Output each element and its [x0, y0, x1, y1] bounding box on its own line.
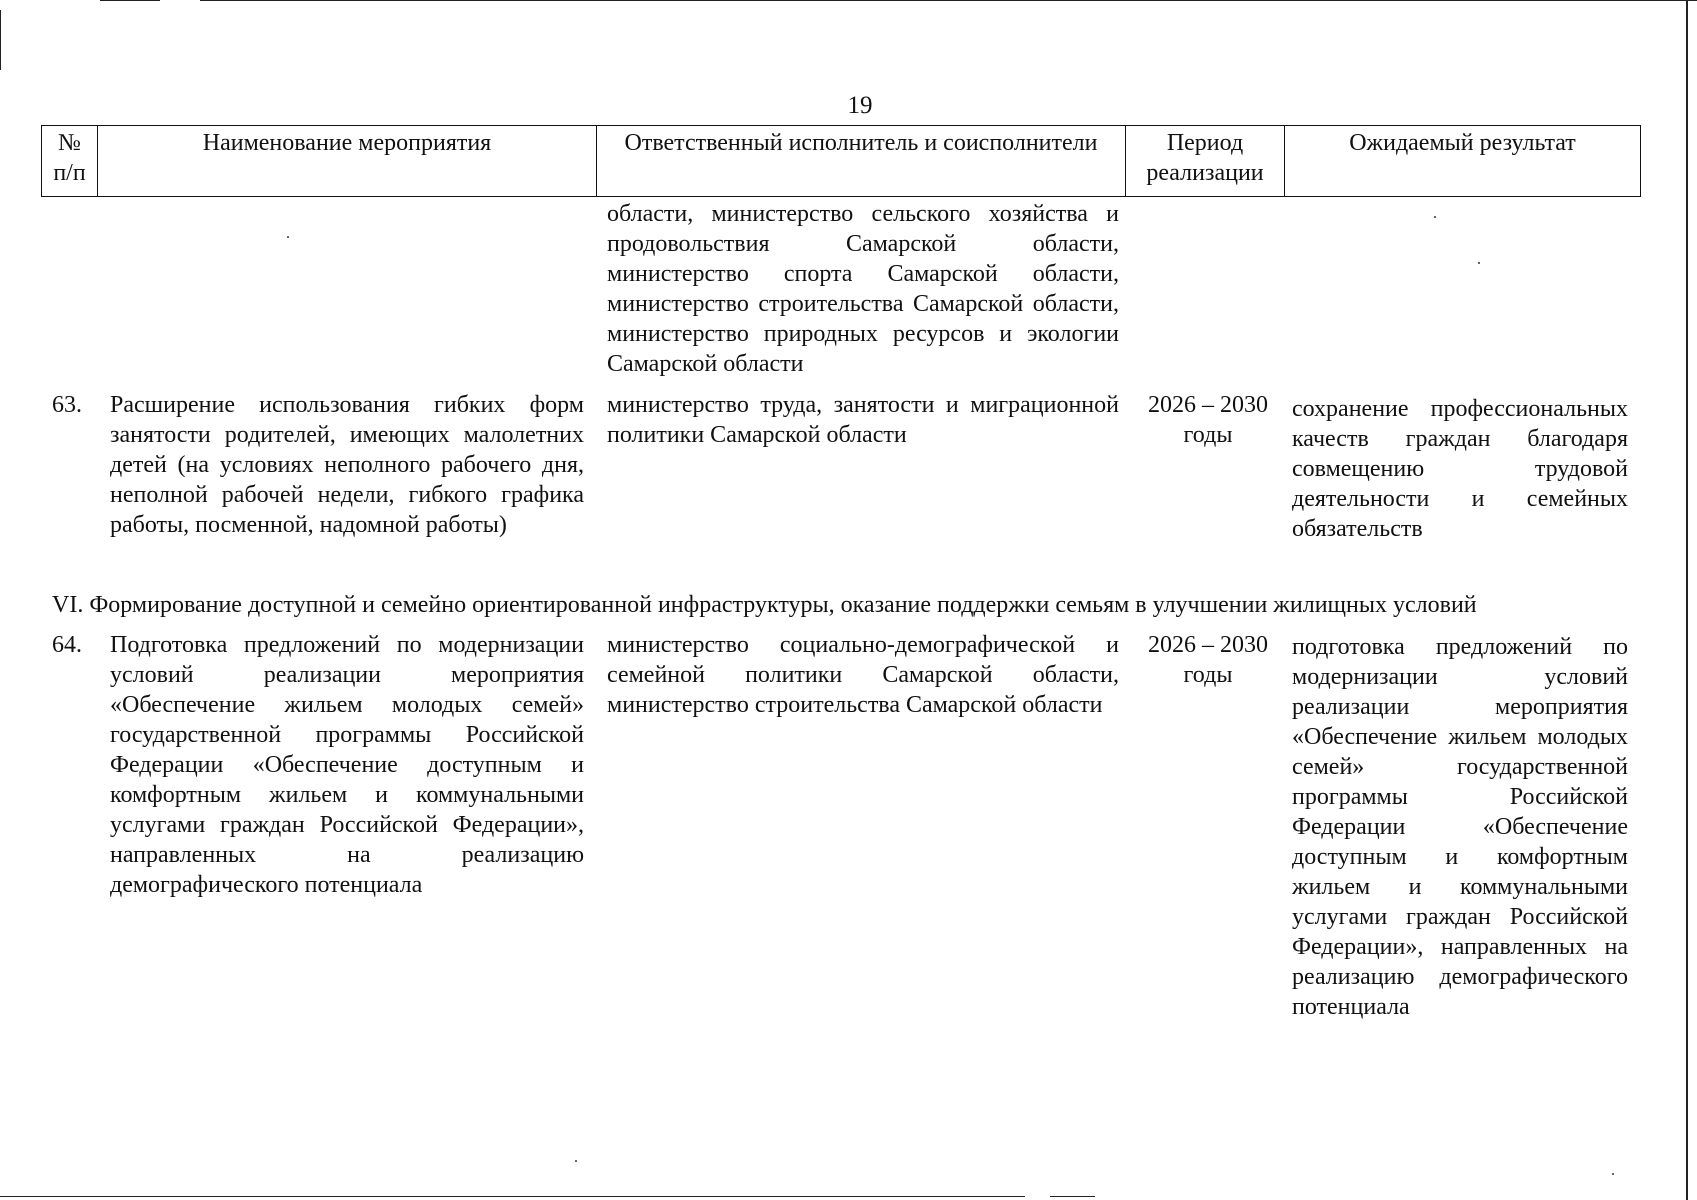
scan-top-dash: [100, 0, 160, 1]
header-num: № п/п: [42, 126, 98, 197]
scan-right-edge: [1686, 0, 1688, 1200]
scan-bottom-dash: [1050, 1196, 1095, 1197]
row-executor: министерство труда, занятости и миграционной политики Самарской области: [607, 392, 1119, 448]
section-title: VI. Формирование доступной и семейно ориентированной инфраструктуры, оказание поддержки семьям в улучшении жилищных условий: [52, 592, 1477, 618]
row-executor: министерство социально-демографической и семейной политики Самарской области, министерство строительства Самарской области: [607, 632, 1119, 718]
header-period: Период реализации: [1126, 126, 1285, 197]
scan-speck: [575, 1160, 577, 1162]
header-name: Наименование мероприятия: [98, 126, 597, 197]
table-header: [41, 125, 1641, 197]
row-number: 64.: [52, 632, 82, 658]
scan-left-mark: [0, 10, 1, 70]
header-result: Ожидаемый результат: [1285, 126, 1641, 197]
continuation-executor: области, министерство сельского хозяйства и продовольствия Самарской области, министерство спорта Самарской области, министерство строительства Самарской области, министерство природных ресурсов и экологии Самарской области: [607, 201, 1119, 377]
row-result: сохранение профессиональных качеств граждан благодаря совмещению трудовой деятельности и семейных обязательств: [1292, 396, 1628, 542]
scan-top-line: [200, 0, 1697, 1]
scan-speck: [1612, 1173, 1614, 1175]
row-name: Расширение использования гибких форм занятости родителей, имеющих малолетних детей (на условиях неполного рабочего дня, неполной рабочей недели, гибкого графика работы, посменной, надомной работы): [110, 392, 584, 538]
scan-speck: [1434, 216, 1436, 218]
scan-speck: [287, 236, 289, 238]
scan-speck: [1478, 262, 1480, 264]
scan-bottom-line: [0, 1196, 1025, 1197]
row-period: 2026 – 2030 годы: [1148, 392, 1268, 448]
header-executor: Ответственный исполнитель и соисполнители: [597, 126, 1126, 197]
row-name: Подготовка предложений по модернизации условий реализации мероприятия «Обеспечение жильем молодых семей» государственной программы Российской Федерации «Обеспечение доступным и комфортным жильем и коммунальными услугами граждан Российской Федерации», направленных на реализацию демографического потенциала: [110, 632, 584, 898]
row-result: подготовка предложений по модернизации условий реализации мероприятия «Обеспечение жильем молодых семей» государственной программы Российской Федерации «Обеспечение доступным и комфортным жильем и коммунальными услугами граждан Российской Федерации», направленных на реализацию демографического потенциала: [1292, 634, 1628, 1020]
row-number: 63.: [52, 392, 82, 418]
row-period: 2026 – 2030 годы: [1148, 632, 1268, 688]
page-number: 19: [847, 92, 873, 119]
